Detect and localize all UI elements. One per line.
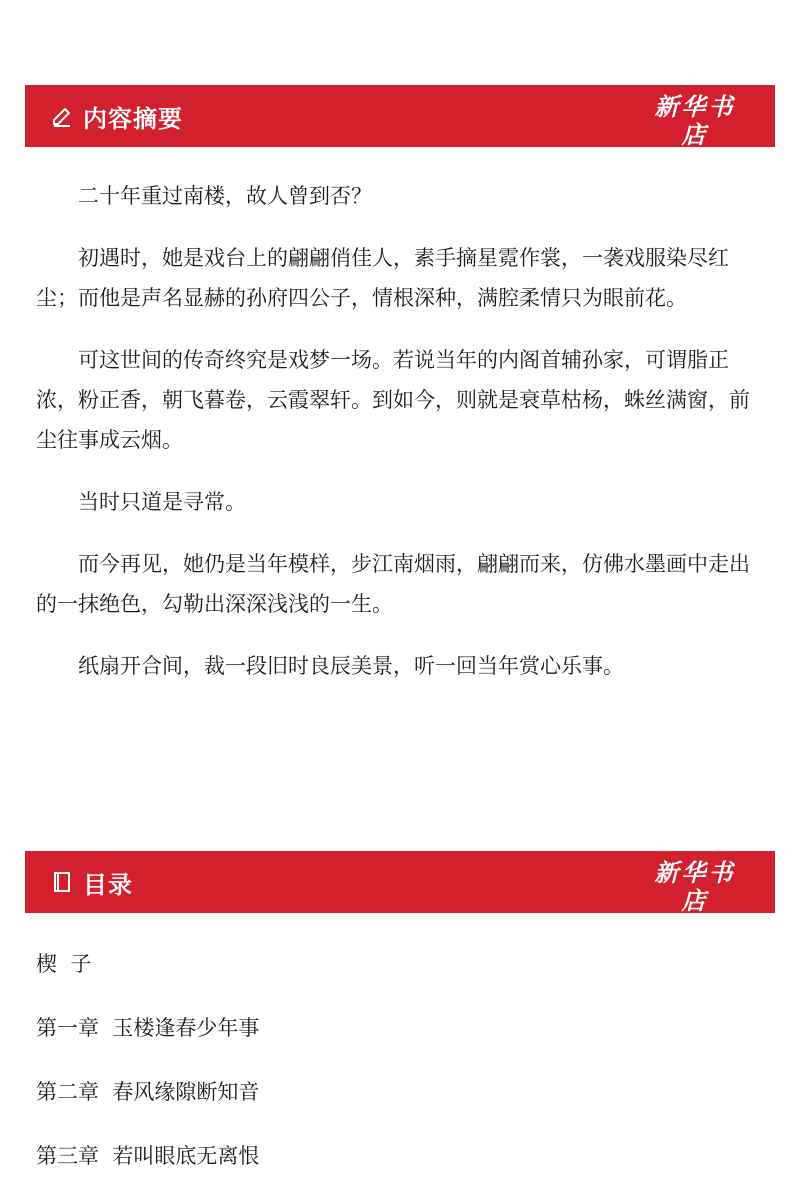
xinhua-bookstore-logo: [643, 92, 747, 157]
summary-paragraph: 初遇时，她是戏台上的翩翩俏佳人，素手摘星霓作裳，一袭戏服染尽红尘；而他是声名显赫的孙府四公子，情根深种，满腔柔情只为眼前花。: [36, 246, 729, 310]
toc-item-prologue[interactable]: 楔 子: [36, 952, 92, 976]
toc-list: [36, 940, 764, 1196]
summary-paragraph: 纸扇开合间，裁一段旧时良辰美景，听一回当年赏心乐事。: [78, 654, 624, 678]
summary-title: 内容摘要: [83, 104, 183, 133]
summary-header: [25, 85, 775, 157]
brand-name-en: XINHUA BOOKSTORE: [647, 150, 743, 157]
toc-title: 目录: [83, 870, 133, 899]
summary-paragraph: 当时只道是寻常。: [78, 490, 246, 514]
brand-name-cn: 新华书店: [654, 858, 736, 915]
book-icon: [49, 869, 75, 895]
toc-item-chapter-3[interactable]: 第三章 若叫眼底无离恨: [36, 1144, 260, 1168]
toc-item-chapter-2[interactable]: 第二章 春风缘隙断知音: [36, 1080, 260, 1104]
toc-item-chapter-1[interactable]: 第一章 玉楼逢春少年事: [36, 1016, 260, 1040]
pencil-edit-icon: [49, 103, 75, 129]
brand-name-cn: 新华书店: [654, 92, 736, 149]
brand-name-en: XINHUA BOOKSTORE: [647, 916, 743, 923]
summary-paragraph: 而今再见，她仍是当年模样，步江南烟雨，翩翩而来，仿佛水墨画中走出的一抹绝色，勾勒出深深浅浅的一生。: [36, 552, 750, 616]
toc-header: [25, 851, 775, 923]
xinhua-bookstore-logo: [643, 858, 747, 923]
summary-paragraph: 可这世间的传奇终究是戏梦一场。若说当年的内阁首辅孙家，可谓脂正浓，粉正香，朝飞暮卷，云霞翠轩。到如今，则就是衰草枯杨，蛛丝满窗，前尘往事成云烟。: [36, 348, 750, 452]
summary-paragraph: 二十年重过南楼，故人曾到否？: [78, 184, 372, 208]
summary-body: [36, 176, 764, 708]
